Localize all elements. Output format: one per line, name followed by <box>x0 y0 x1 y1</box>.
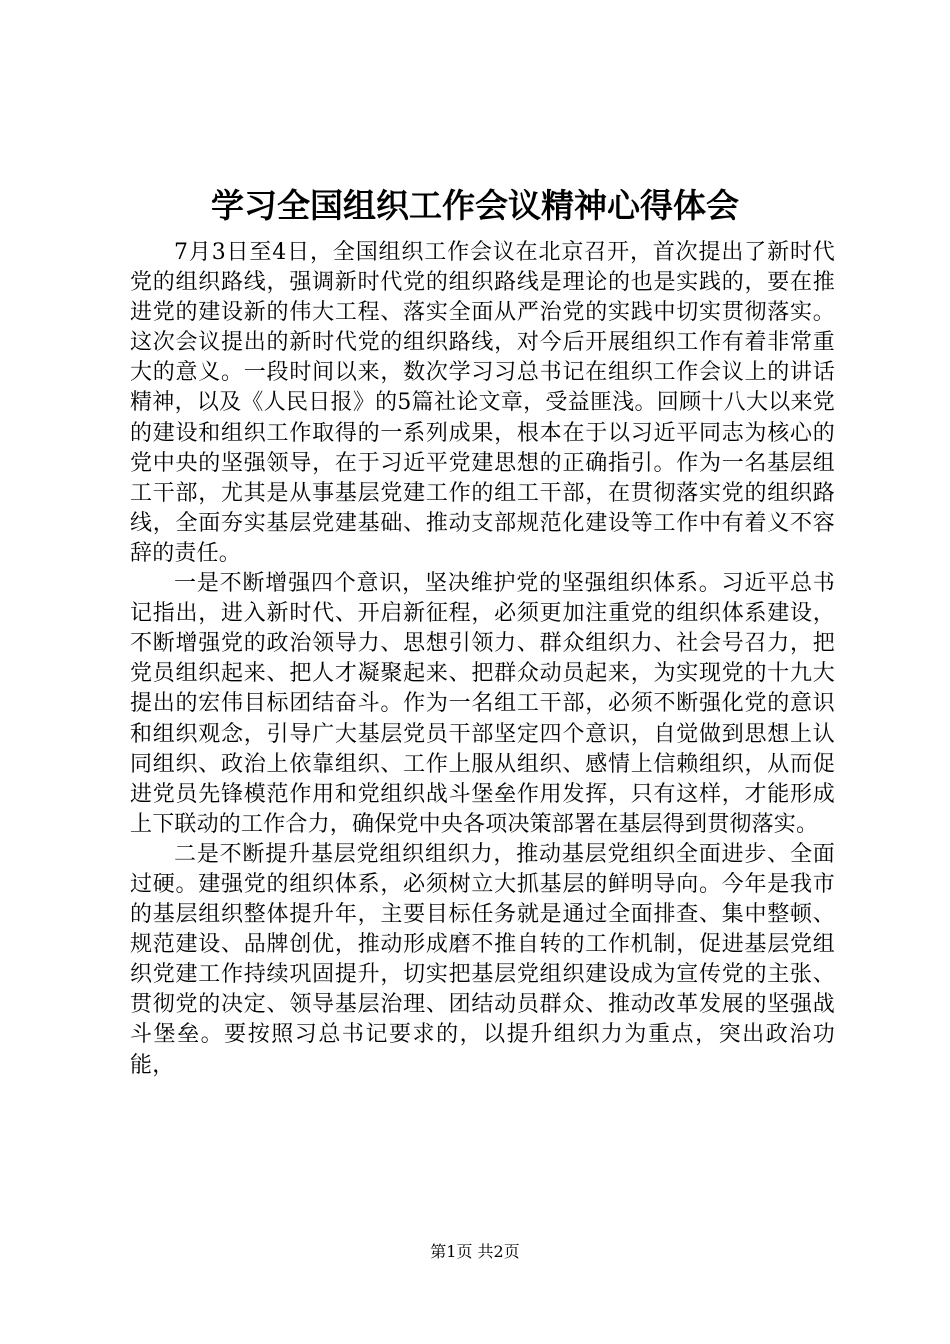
page-title: 学习全国组织工作会议精神心得体会 <box>211 186 739 225</box>
paragraph-point-two: 二是不断提升基层党组织组织力，推动基层党组织全面进步、全面过硬。建强党的组织体系，必须树立大抓基层的鲜明导向。今年是我市的基层组织整体提升年，主要目标任务就是通过全面排查、集中整顿、规范建设、品牌创优，推动形成磨不推自转的工作机制，促进基层党组织党建工作持续巩固提升，切实把基层党组织建设成为宣传党的主张、贯彻党的决定、领导基层治理、团结动员群众、推动改革发展的坚强战斗堡垒。要按照习总书记要求的，以提升组织力为重点，突出政治功能， <box>130 841 835 1078</box>
document-body <box>130 238 835 1081</box>
page-footer: 第1页 共2页 <box>430 1242 520 1261</box>
paragraph-point-one: 一是不断增强四个意识，坚决维护党的坚强组织体系。习近平总书记指出，进入新时代、开启新征程，必须更加注重党的组织体系建设，不断增强党的政治领导力、思想引领力、群众组织力、社会号召力，把党员组织起来、把人才凝聚起来、把群众动员起来，为实现党的十九大提出的宏伟目标团结奋斗。作为一名组工干部，必须不断强化党的意识和组织观念，引导广大基层党员干部坚定四个意识，自觉做到思想上认同组织、政治上依靠组织、工作上服从组织、感情上信赖组织，从而促进党员先锋模范作用和党组织战斗堡垒作用发挥，只有这样，才能形成上下联动的工作合力，确保党中央各项决策部署在基层得到贯彻落实。 <box>130 571 835 837</box>
paragraph-intro: 7月3日至4日，全国组织工作会议在北京召开，首次提出了新时代党的组织路线，强调新时代党的组织路线是理论的也是实践的，要在推进党的建设新的伟大工程、落实全面从严治党的实践中切实贯彻落实。这次会议提出的新时代党的组织路线，对今后开展组织工作有着非常重大的意义。一段时间以来，数次学习习总书记在组织工作会议上的讲话精神，以及《人民日报》的5篇社论文章，受益匪浅。回顾十八大以来党的建设和组织工作取得的一系列成果，根本在于以习近平同志为核心的党中央的坚强领导，在于习近平党建思想的正确指引。作为一名基层组工干部，尤其是从事基层党建工作的组工干部，在贯彻落实党的组织路线，全面夯实基层党建基础、推动支部规范化建设等工作中有着义不容辞的责任。 <box>130 240 835 566</box>
